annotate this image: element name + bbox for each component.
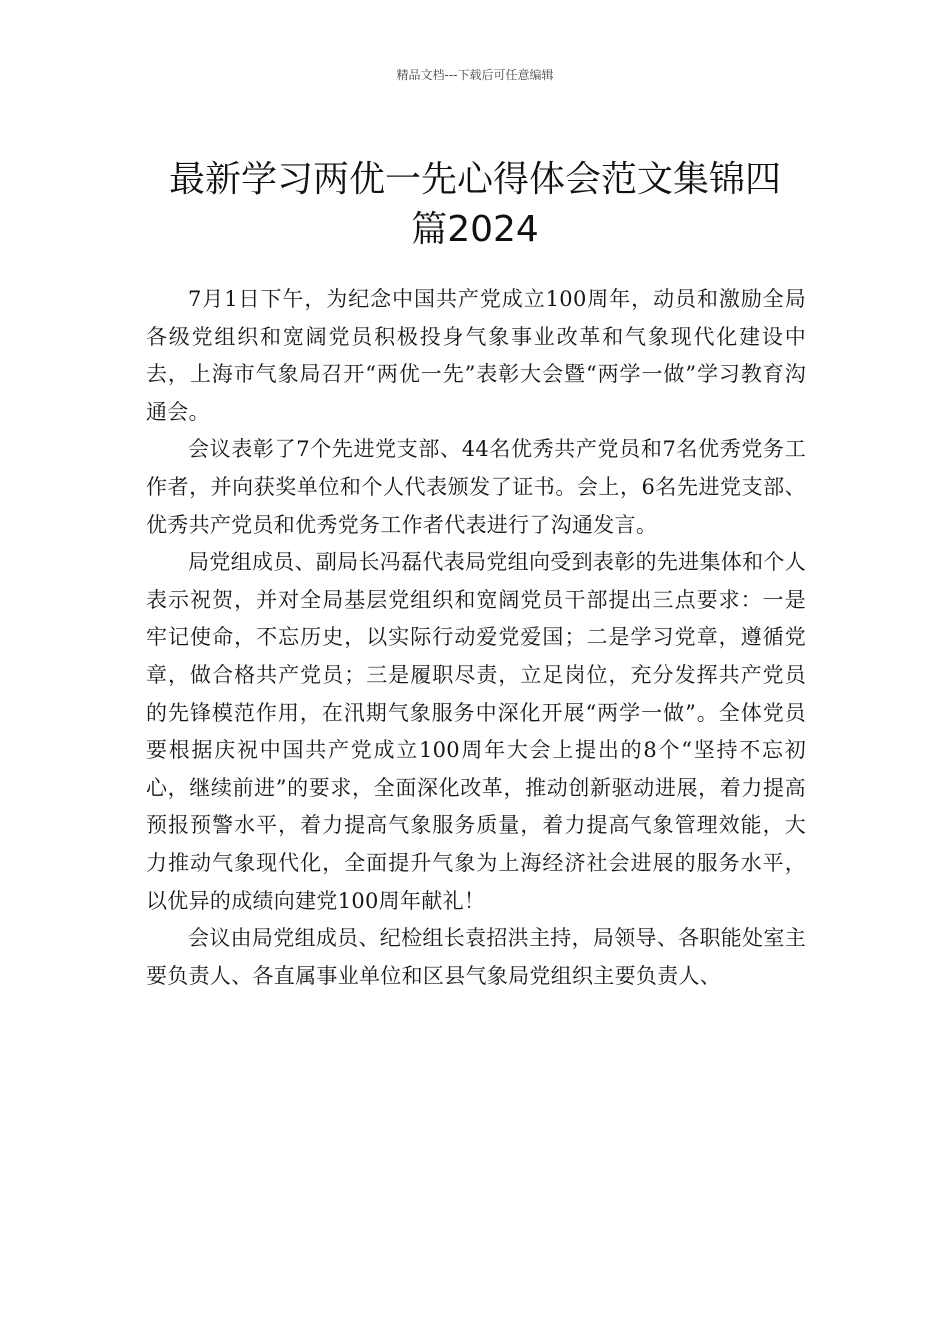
document-title — [120, 155, 830, 255]
paragraph-4: 会议由局党组成员、纪检组长袁招洪主持，局领导、各职能处室主要负责人、各直属事业单位和区县气象局党组织主要负责人、 — [146, 926, 806, 988]
paragraph-1: 7月1日下午，为纪念中国共产党成立100周年，动员和激励全局各级党组织和宽阔党员积极投身气象事业改革和气象现代化建设中去，上海市气象局召开“两优一先”表彰大会暨“两学一做”学习教育沟通会。 — [146, 287, 806, 424]
title-line-2: 篇2024 — [411, 209, 539, 251]
title-line-1: 最新学习两优一先心得体会范文集锦四 — [168, 159, 781, 201]
paragraph-3: 局党组成员、副局长冯磊代表局党组向受到表彰的先进集体和个人表示祝贺，并对全局基层党组织和宽阔党员干部提出三点要求：一是牢记使命，不忘历史，以实际行动爱党爱国；二是学习党章，遵循党章，做合格共产党员；三是履职尽责，立足岗位，充分发挥共产党员的先锋模范作用，在汛期气象服务中深化开展“两学一做”。全体党员要根据庆祝中国共产党成立100周年大会上提出的8个“坚持不忘初心，继续前进”的要求，全面深化改革，推动创新驱动进展，着力提高预报预警水平，着力提高气象服务质量，着力提高气象管理效能，大力推动气象现代化，全面提升气象为上海经济社会进展的服务水平，以优异的成绩向建党100周年献礼！ — [146, 550, 806, 913]
paragraph-2: 会议表彰了7个先进党支部、44名优秀共产党员和7名优秀党务工作者，并向获奖单位和个人代表颁发了证书。会上，6名先进党支部、优秀共产党员和优秀党务工作者代表进行了沟通发言。 — [146, 437, 806, 537]
header-note: 精品文档---下载后可任意编辑 — [396, 68, 554, 82]
document-body — [146, 281, 806, 995]
